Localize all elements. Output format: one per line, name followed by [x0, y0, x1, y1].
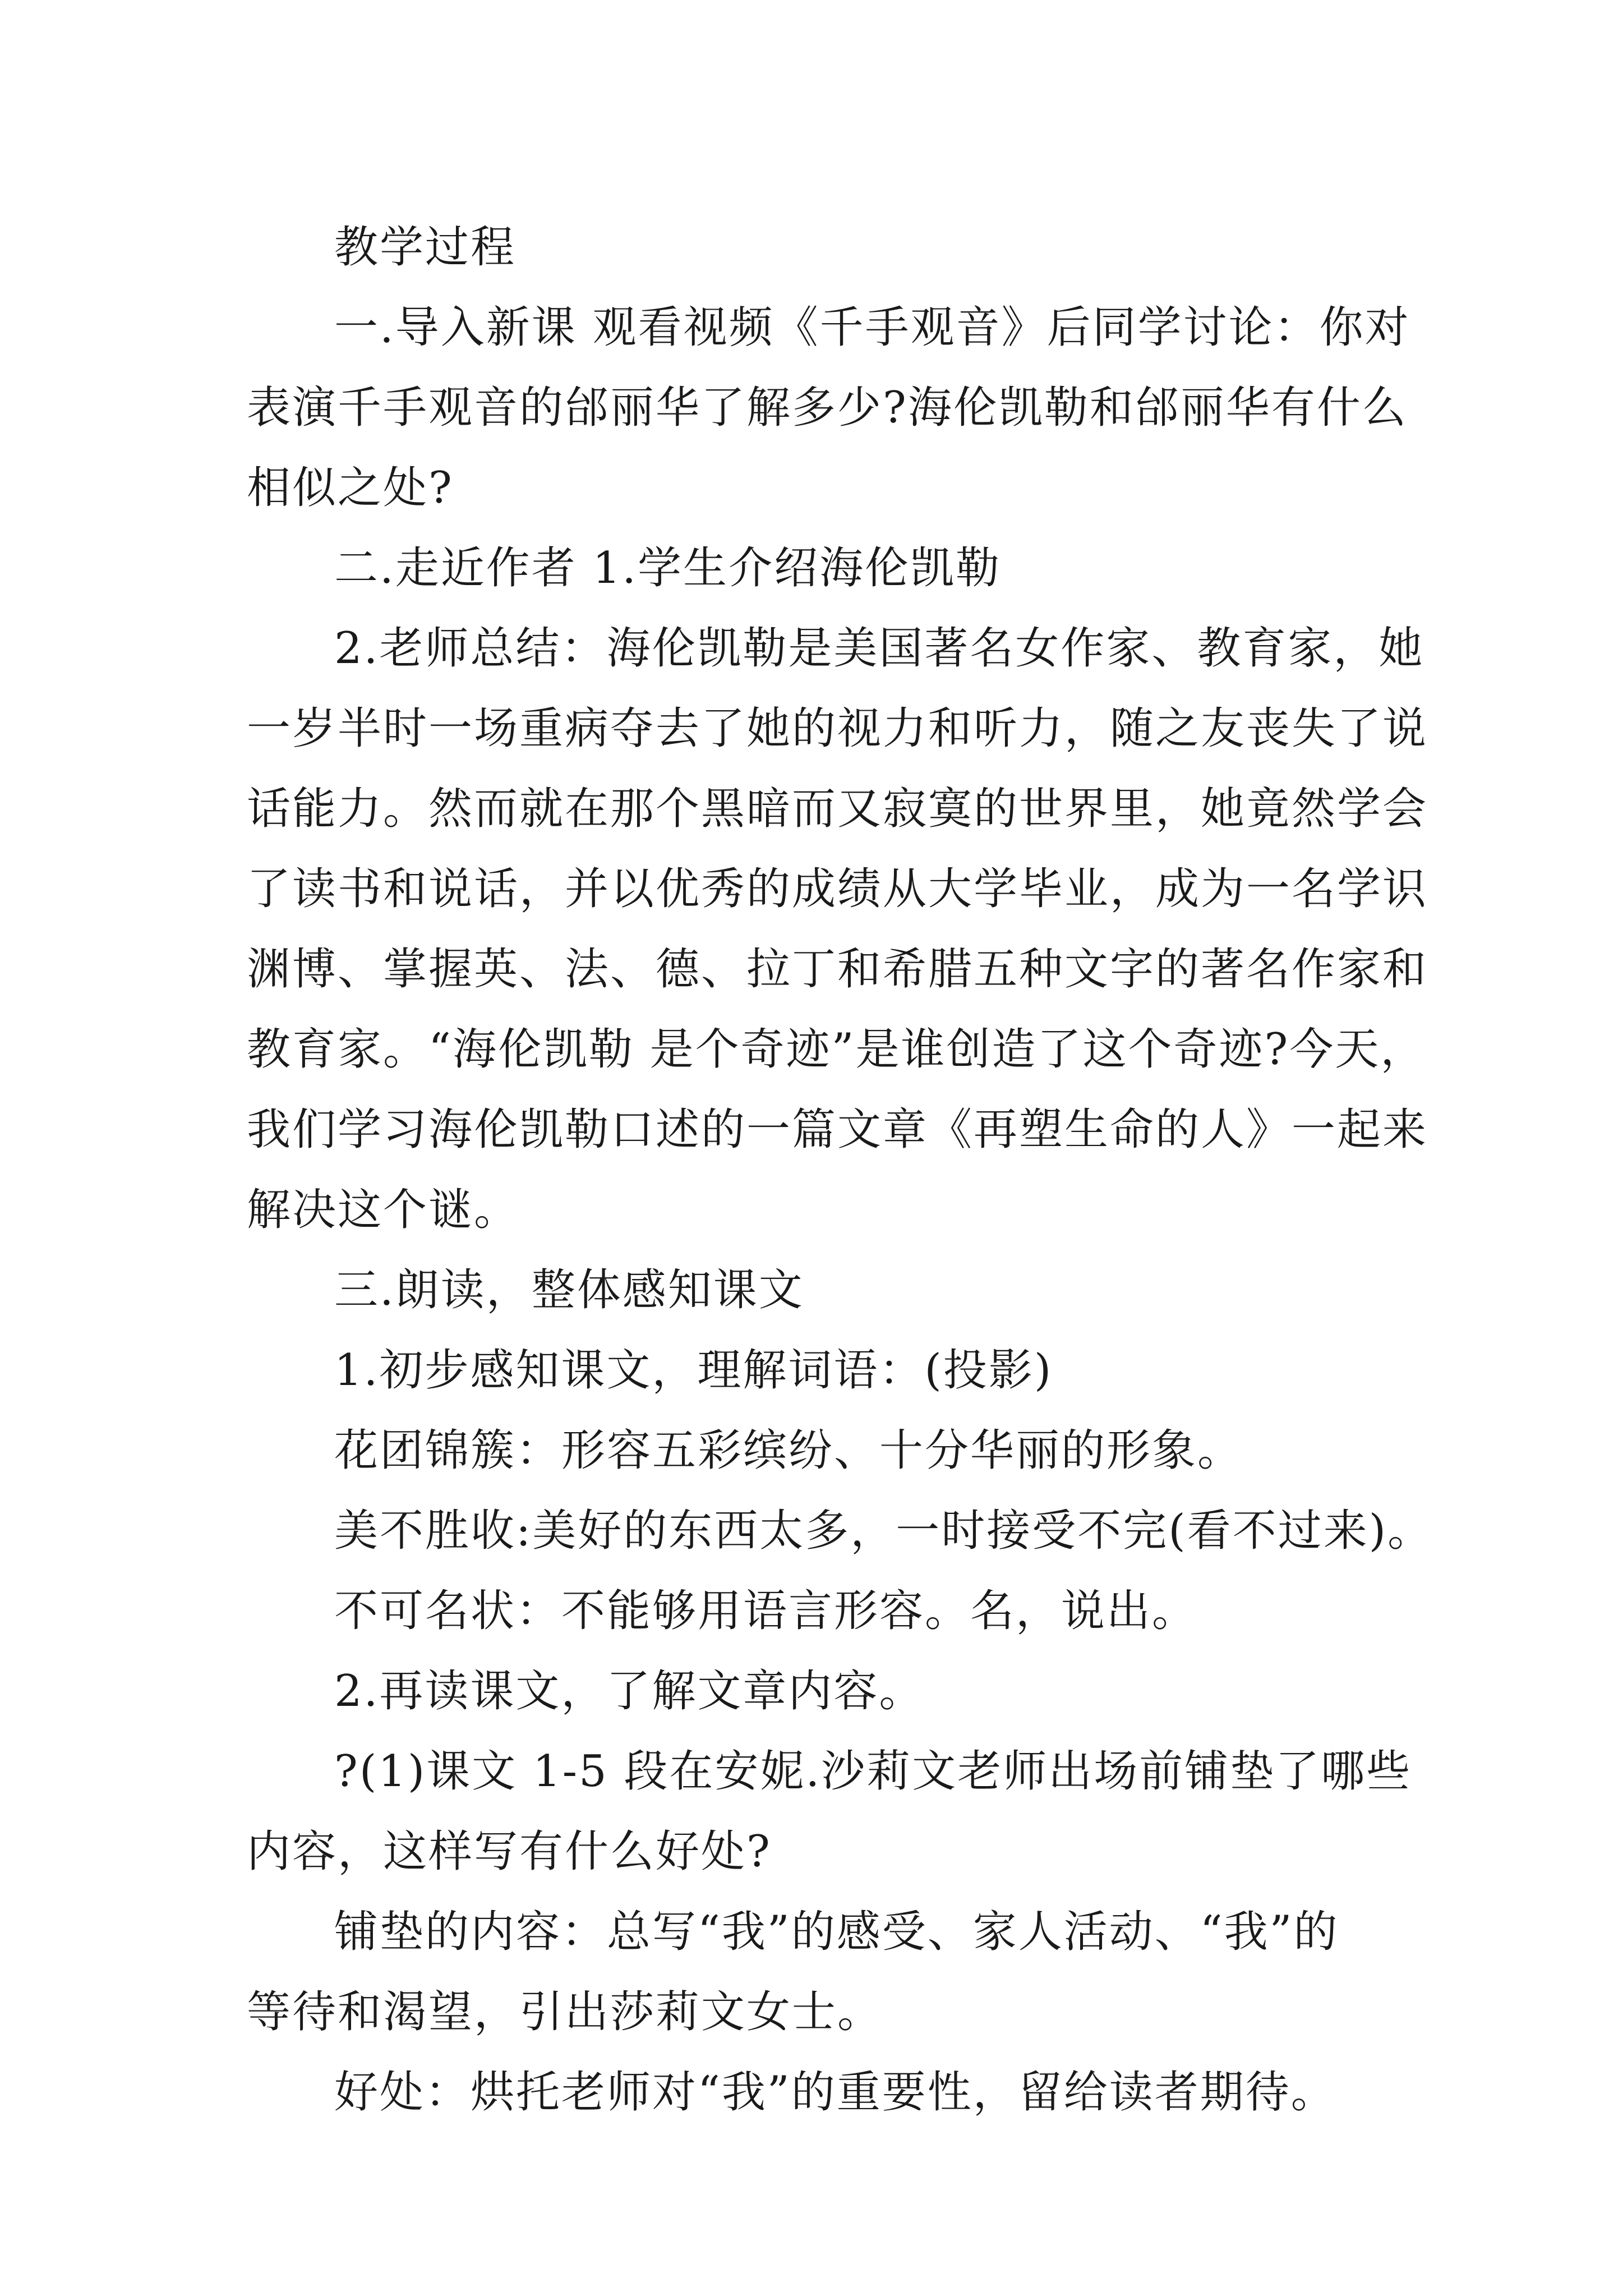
text-line: 不可名状：不能够用语言形容。名，说出。 [334, 1586, 1198, 1636]
paragraph-foreshadow [247, 1892, 1453, 2053]
text-line: 等待和渴望，引出莎莉文女士。 [247, 1987, 883, 2037]
text-line: 我们学习海伦凯勒口述的一篇文章《再塑生命的人》一起来 [247, 1105, 1428, 1155]
text-line: 表演千手观音的邰丽华了解多少?海伦凯勒和邰丽华有什么 [247, 383, 1408, 433]
paragraph-vocab-1 [247, 1411, 1453, 1491]
paragraph-vocab-3 [247, 1571, 1453, 1651]
paragraph-summary [247, 609, 1453, 1250]
text-line: 2.老师总结：海伦凯勒是美国著名女作家、教育家，她 [334, 623, 1424, 674]
paragraph-benefit [247, 2053, 1453, 2133]
text-line: 二.走近作者 1.学生介绍海伦凯勒 [334, 543, 1002, 593]
text-line: 2.再读课文，了解文章内容。 [334, 1666, 925, 1717]
paragraph-step2 [247, 1651, 1453, 1732]
text-line: 了读书和说话，并以优秀的成绩从大学毕业，成为一名学识 [247, 864, 1428, 914]
text-line: 内容，这样写有什么好处? [247, 1826, 772, 1877]
text-line: 渊博、掌握英、法、德、拉丁和希腊五种文字的著名作家和 [247, 944, 1428, 995]
text-line: 三.朗读，整体感知课文 [334, 1265, 804, 1315]
paragraph-vocab-2 [247, 1491, 1453, 1571]
text-line: 教育家。“海伦凯勒 是个奇迹”是谁创造了这个奇迹?今天， [247, 1024, 1426, 1075]
text-line: 好处：烘托老师对“我”的重要性，留给读者期待。 [334, 2067, 1336, 2118]
document-body [247, 208, 1453, 2133]
text-line: ?(1)课文 1-5 段在安妮.沙莉文老师出场前铺垫了哪些 [334, 1746, 1412, 1797]
text-line: 相似之处? [247, 463, 454, 513]
text-line: 美不胜收:美好的东西太多，一时接受不完(看不过来)。 [334, 1506, 1433, 1556]
text-line: 1.初步感知课文，理解词语：(投影) [334, 1345, 1053, 1396]
paragraph-intro [247, 288, 1453, 528]
text-line: 一岁半时一场重病夺去了她的视力和听力，随之友丧失了说 [247, 703, 1428, 754]
paragraph-author [247, 528, 1453, 609]
text-line: 话能力。然而就在那个黑暗而又寂寞的世界里，她竟然学会 [247, 784, 1428, 834]
paragraph-question [247, 1732, 1453, 1892]
paragraph-step1 [247, 1331, 1453, 1411]
text-line: 铺垫的内容：总写“我”的感受、家人活动、“我”的 [334, 1907, 1339, 1957]
paragraph-heading [247, 208, 1453, 288]
text-line: 花团锦簇：形容五彩缤纷、十分华丽的形象。 [334, 1425, 1243, 1476]
text-line: 教学过程 [334, 222, 517, 273]
paragraph-reading [247, 1250, 1453, 1331]
text-line: 一.导入新课 观看视频《千手观音》后同学讨论：你对 [334, 302, 1410, 353]
text-line: 解决这个谜。 [247, 1185, 520, 1235]
